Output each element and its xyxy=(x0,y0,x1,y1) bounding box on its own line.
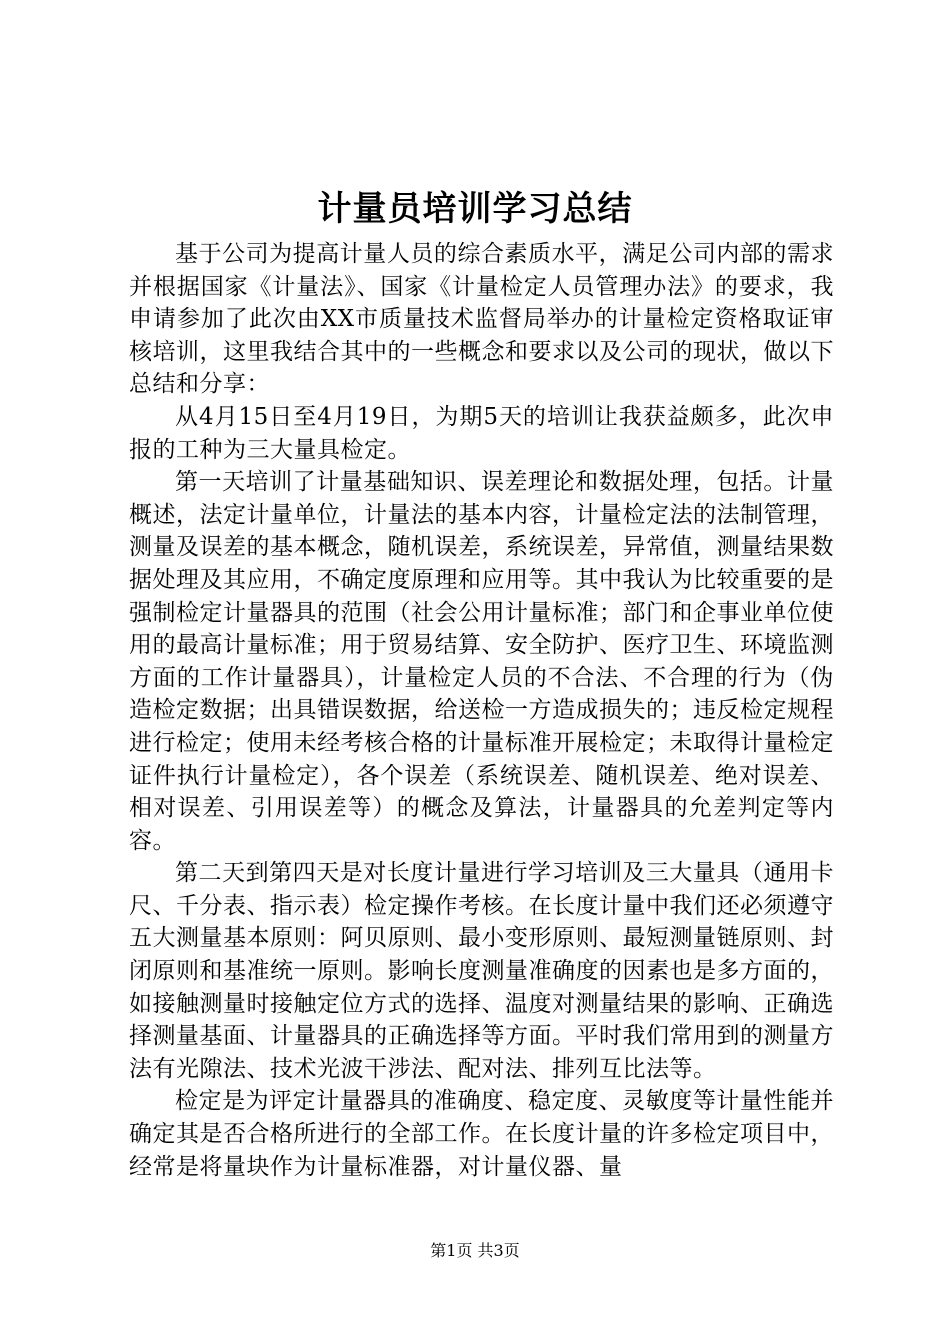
paragraph-intro: 基于公司为提高计量人员的综合素质水平，满足公司内部的需求并根据国家《计量法》、国家《计量检定人员管理办法》的要求，我申请参加了此次由XX市质量技术监督局举办的计量检定资格取证审核培训，这里我结合其中的一些概念和要求以及公司的现状，做以下总结和分享： xyxy=(129,241,834,398)
paragraph-days-two-to-four: 第二天到第四天是对长度计量进行学习培训及三大量具（通用卡尺、千分表、指示表）检定操作考核。在长度计量中我们还必须遵守五大测量基本原则：阿贝原则、最小变形原则、最短测量链原则、封闭原则和基准统一原则。影响长度测量准确度的因素也是多方面的，如接触测量时接触定位方式的选择、温度对测量结果的影响、正确选择测量基面、计量器具的正确选择等方面。平时我们常用到的测量方法有光隙法、技术光波干涉法、配对法、排列互比法等。 xyxy=(129,860,834,1082)
paragraph-training-period: 从4月15日至4月19日，为期5天的培训让我获益颇多，此次申报的工种为三大量具检定。 xyxy=(129,403,834,463)
paragraph-day-one: 第一天培训了计量基础知识、误差理论和数据处理，包括。计量概述，法定计量单位，计量法的基本内容，计量检定法的法制管理，测量及误差的基本概念，随机误差，系统误差，异常值，测量结果数据处理及其应用，不确定度原理和应用等。其中我认为比较重要的是强制检定计量器具的范围（社会公用计量标准；部门和企事业单位使用的最高计量标准；用于贸易结算、安全防护、医疗卫生、环境监测方面的工作计量器具），计量检定人员的不合法、不合理的行为（伪造检定数据；出具错误数据，给送检一方造成损失的；违反检定规程进行检定；使用未经考核合格的计量标准开展检定；未取得计量检定证件执行计量检定），各个误差（系统误差、随机误差、绝对误差、相对误差、引用误差等）的概念及算法，计量器具的允差判定等内容。 xyxy=(129,469,834,854)
document-title: 计量员培训学习总结 xyxy=(317,189,633,229)
page-footer: 第1页 共3页 xyxy=(430,1241,520,1260)
document-body xyxy=(129,238,834,1183)
paragraph-verification: 检定是为评定计量器具的准确度、稳定度、灵敏度等计量性能并确定其是否合格所进行的全部工作。在长度计量的许多检定项目中，经常是将量块作为计量标准器，对计量仪器、量 xyxy=(129,1088,834,1180)
